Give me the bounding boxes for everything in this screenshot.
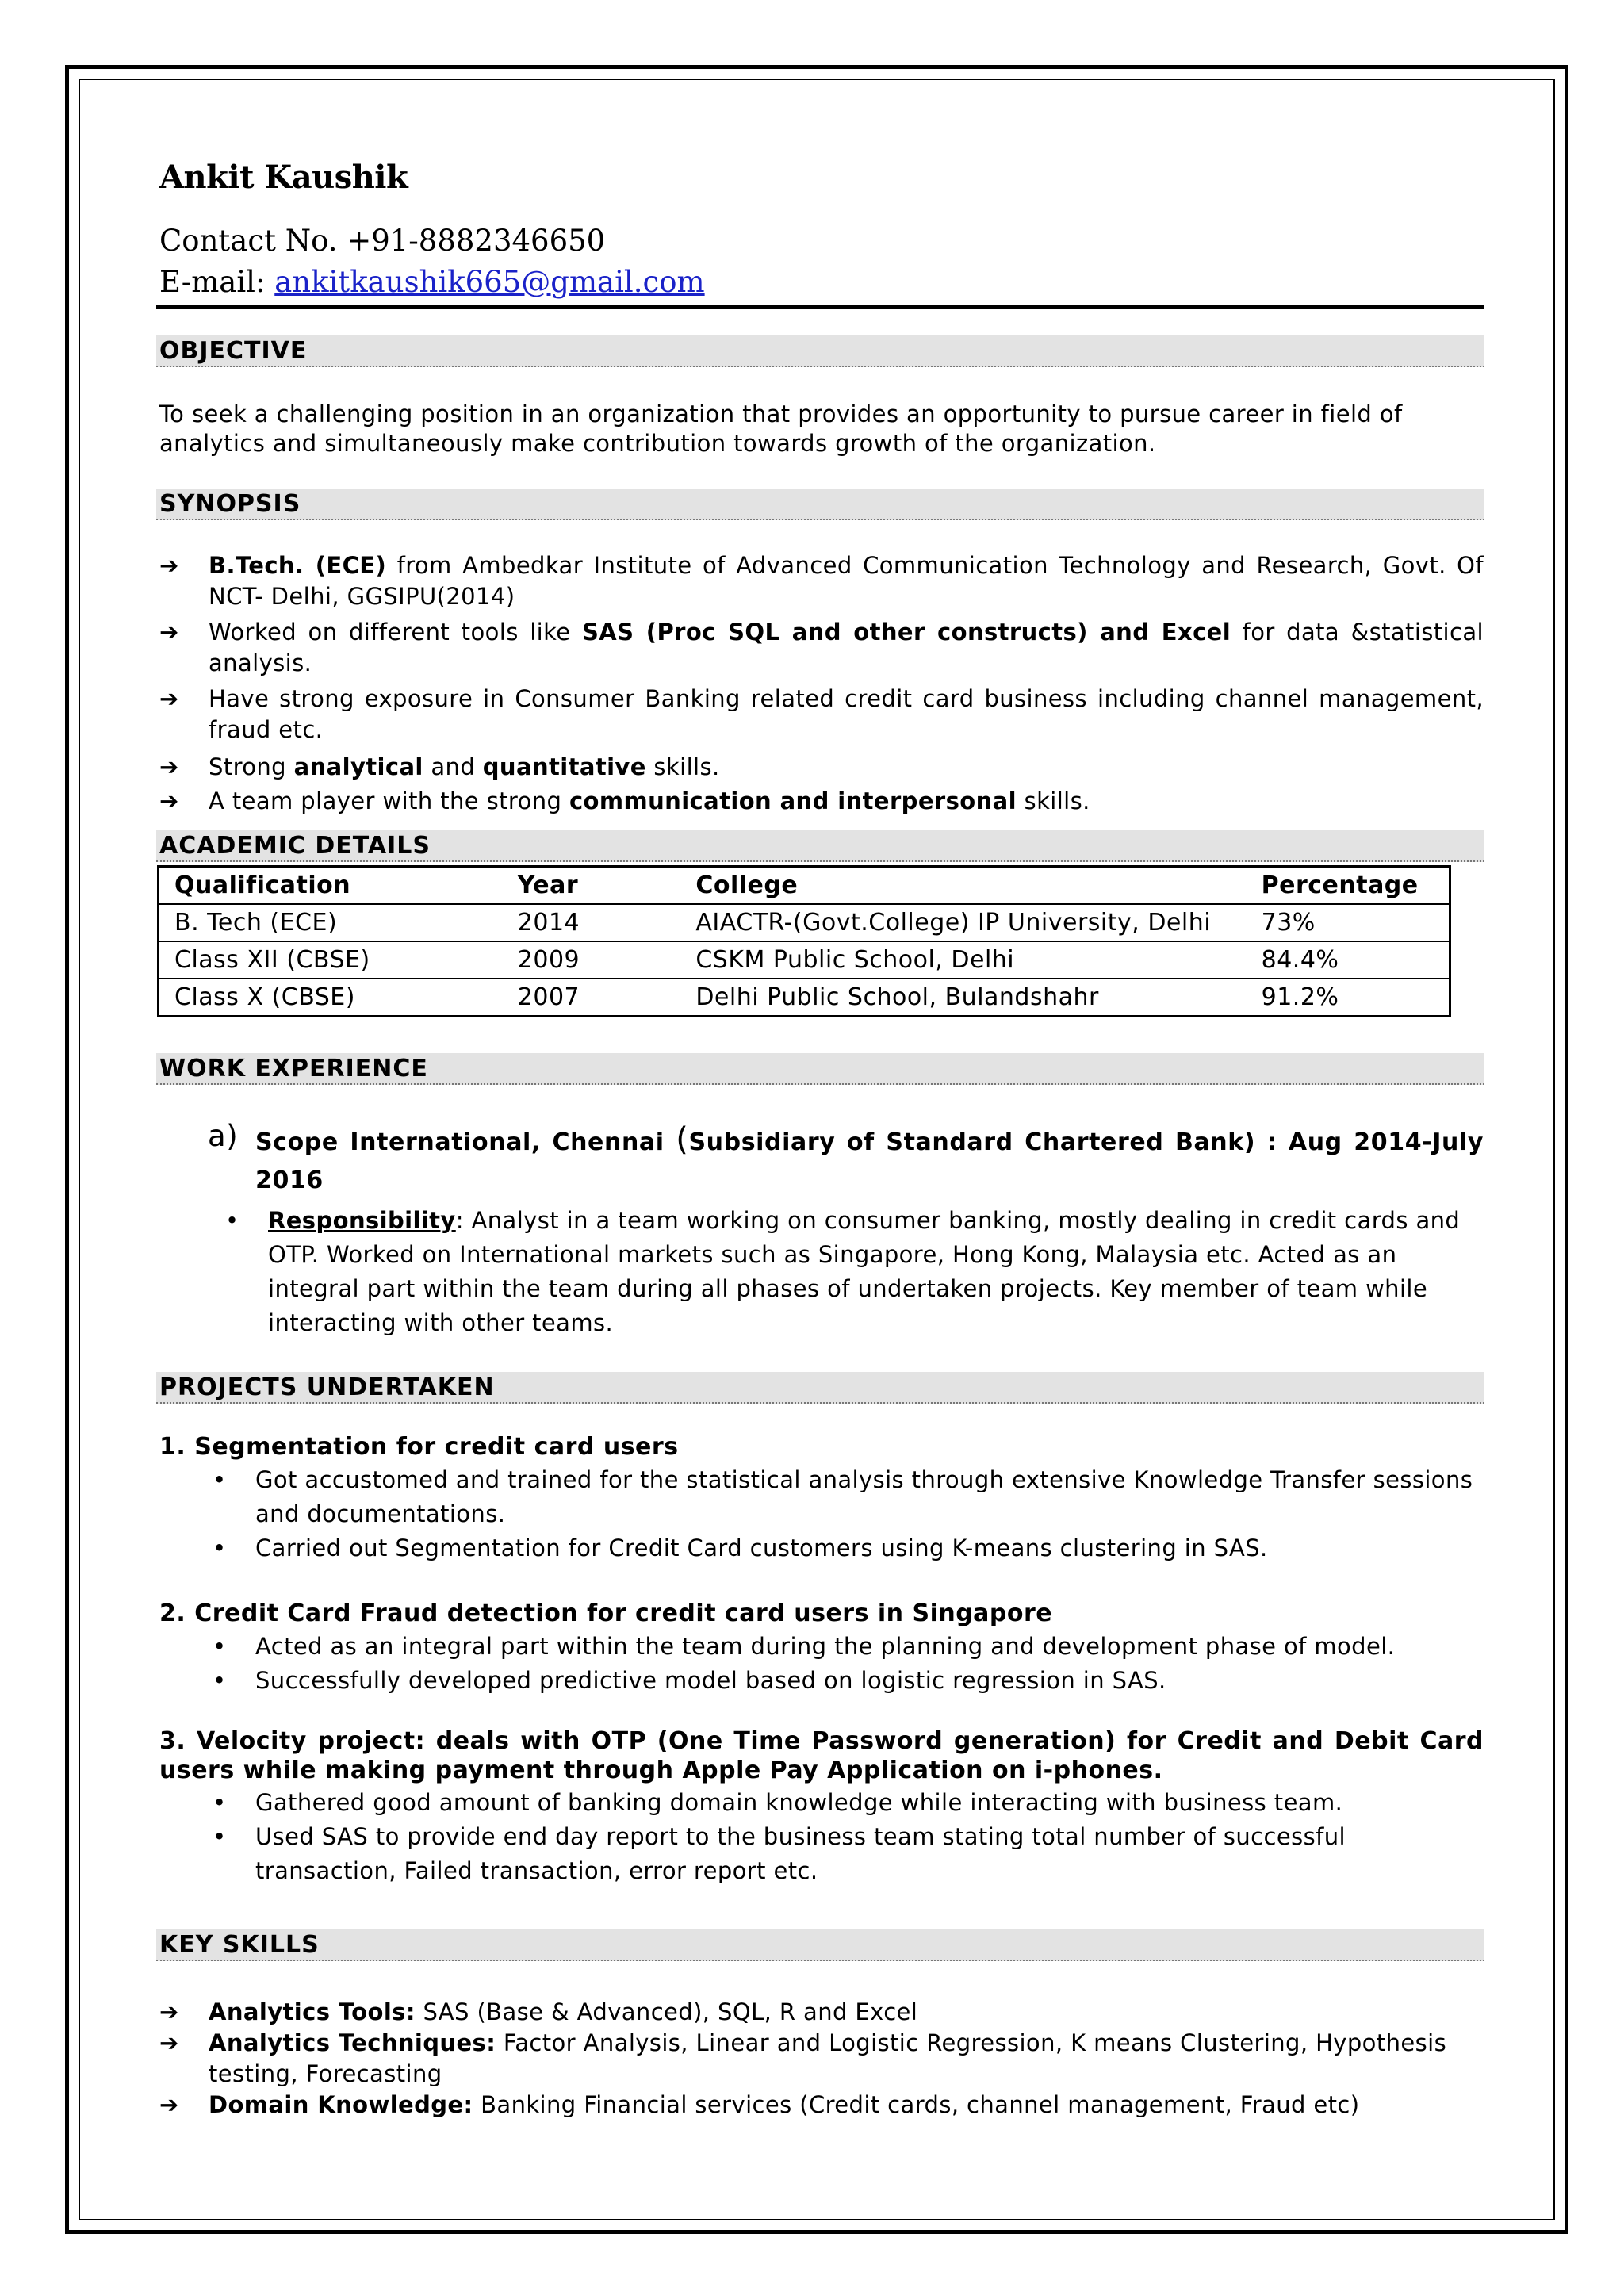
company-subsidiary-dates: Subsidiary of Standard Chartered Bank) : Aug 2014-July 2016 xyxy=(255,1128,1484,1194)
work-heading: WORK EXPERIENCE xyxy=(156,1053,1484,1085)
project-title: 3. Velocity project: deals with OTP (One Time Password generation) for Credit and Debit Card users while making payment through Apple Pay Application on i-phones. xyxy=(159,1727,1484,1784)
arrow-bullet-icon: ➔ xyxy=(159,753,179,780)
list-item-text: Successfully developed predictive model based on logistic regression in SAS. xyxy=(255,1667,1166,1694)
synopsis-item xyxy=(159,550,1484,612)
bullet-dot-icon: • xyxy=(225,1207,239,1234)
skills-heading: KEY SKILLS xyxy=(156,1929,1484,1961)
table-cell: Class XII (CBSE) xyxy=(159,941,503,979)
project-bullets xyxy=(206,1786,1484,1888)
bullet-dot-icon: • xyxy=(213,1667,227,1694)
synopsis-item xyxy=(159,784,1484,818)
responsibility-label: Responsibility xyxy=(268,1207,456,1234)
skill-text: Factor Analysis, Linear and Logistic Regression, K means Clustering, Hypothesis testing, Forecasting xyxy=(209,2029,1447,2087)
arrow-bullet-icon: ➔ xyxy=(159,1998,179,2025)
project-title: 1. Segmentation for credit card users xyxy=(159,1433,679,1461)
synopsis-degree: B.Tech. (ECE) xyxy=(209,552,387,579)
email-link[interactable]: ankitkaushik665@gmail.com xyxy=(274,265,705,299)
academics-table xyxy=(157,865,1451,1017)
arrow-bullet-icon: ➔ xyxy=(159,552,179,579)
email-label: E-mail: xyxy=(159,265,266,299)
academics-heading: ACADEMIC DETAILS xyxy=(156,830,1484,862)
arrow-bullet-icon: ➔ xyxy=(159,685,179,712)
table-cell: CSKM Public School, Delhi xyxy=(680,941,1246,979)
objective-text: To seek a challenging position in an organization that provides an opportunity to pursue career in field of analytics and simultaneously make contribution towards growth of the organization. xyxy=(159,400,1403,457)
bullet-dot-icon: • xyxy=(213,1633,227,1660)
table-cell: 2009 xyxy=(503,941,681,979)
synopsis-text: for data &statistical analysis. xyxy=(209,619,1484,676)
table-cell: Delhi Public School, Bulandshahr xyxy=(680,979,1246,1017)
skill-label: Analytics Tools: xyxy=(209,1998,416,2025)
list-item-text: Gathered good amount of banking domain knowledge while interacting with business team. xyxy=(255,1789,1343,1816)
list-item xyxy=(206,1463,1484,1531)
project-title: 2. Credit Card Fraud detection for credit card users in Singapore xyxy=(159,1600,1053,1627)
table-row xyxy=(159,941,1450,979)
list-item-text: Carried out Segmentation for Credit Card customers using K-means clustering in SAS. xyxy=(255,1534,1268,1561)
synopsis-text: skills. xyxy=(645,753,720,780)
synopsis-skill: communication and interpersonal xyxy=(569,787,1017,814)
company-name: Scope International, Chennai xyxy=(255,1128,665,1156)
arrow-bullet-icon: ➔ xyxy=(159,787,179,814)
list-item xyxy=(206,1786,1484,1820)
skill-text: SAS (Base & Advanced), SQL, R and Excel xyxy=(415,1998,918,2025)
objective-heading: OBJECTIVE xyxy=(156,335,1484,367)
synopsis-item xyxy=(159,750,1484,784)
skill-item xyxy=(159,2028,1484,2090)
table-row xyxy=(159,979,1450,1017)
list-item xyxy=(206,1630,1484,1664)
candidate-name: Ankit Kaushik xyxy=(159,159,408,196)
skill-item xyxy=(159,2090,1484,2121)
skill-label: Domain Knowledge: xyxy=(209,2091,473,2118)
synopsis-item xyxy=(159,617,1484,679)
column-header: Percentage xyxy=(1261,872,1419,899)
work-responsibilities xyxy=(219,1204,1484,1340)
synopsis-text: Strong xyxy=(209,753,294,780)
header-divider xyxy=(156,305,1484,309)
bullet-dot-icon: • xyxy=(213,1534,227,1561)
skill-item xyxy=(159,1997,1484,2028)
project-bullets xyxy=(206,1630,1484,1698)
column-header: Qualification xyxy=(174,872,351,899)
synopsis-tools: SAS (Proc SQL and other constructs) and Excel xyxy=(582,619,1231,646)
projects-heading: PROJECTS UNDERTAKEN xyxy=(156,1372,1484,1404)
list-item-text: Got accustomed and trained for the statistical analysis through extensive Knowledge Transfer sessions and documentations. xyxy=(255,1466,1473,1527)
synopsis-item xyxy=(159,684,1484,745)
skill-text: Banking Financial services (Credit cards, channel management, Fraud etc) xyxy=(473,2091,1360,2118)
arrow-bullet-icon: ➔ xyxy=(159,619,179,646)
synopsis-text: and xyxy=(423,753,483,780)
table-cell: 84.4% xyxy=(1247,941,1450,979)
table-cell: 2014 xyxy=(503,904,681,941)
table-cell: 2007 xyxy=(503,979,681,1017)
column-header: Year xyxy=(517,872,579,899)
contact-number: Contact No. +91-8882346650 xyxy=(159,224,606,258)
bullet-dot-icon: • xyxy=(213,1789,227,1816)
table-cell: Class X (CBSE) xyxy=(159,979,503,1017)
table-header-row xyxy=(159,867,1450,905)
list-item xyxy=(206,1531,1484,1565)
synopsis-text: A team player with the strong xyxy=(209,787,569,814)
list-item xyxy=(206,1664,1484,1698)
bullet-dot-icon: • xyxy=(213,1466,227,1493)
skill-label: Analytics Techniques: xyxy=(209,2029,496,2056)
synopsis-skill: quantitative xyxy=(482,753,646,780)
arrow-bullet-icon: ➔ xyxy=(159,2091,179,2118)
work-entry-title xyxy=(208,1119,1484,1200)
table-cell: AIACTR-(Govt.College) IP University, Delhi xyxy=(680,904,1246,941)
work-entry-label: a) xyxy=(208,1119,239,1153)
list-item xyxy=(219,1204,1484,1340)
table-cell: 91.2% xyxy=(1247,979,1450,1017)
synopsis-list xyxy=(159,550,1484,818)
synopsis-text: Have strong exposure in Consumer Banking related credit card business including channel management, fraud etc. xyxy=(209,685,1484,743)
email-line xyxy=(159,265,705,299)
list-item-text: Used SAS to provide end day report to the business team stating total number of successful transaction, Failed transaction, error report etc. xyxy=(255,1823,1346,1884)
bullet-dot-icon: • xyxy=(213,1823,227,1850)
synopsis-degree-detail: from Ambedkar Institute of Advanced Communication Technology and Research, Govt. Of NCT- Delhi, GGSIPU(2014) xyxy=(209,552,1484,610)
list-item xyxy=(206,1820,1484,1888)
table-row xyxy=(159,904,1450,941)
synopsis-text: Worked on different tools like xyxy=(209,619,583,646)
table-cell: B. Tech (ECE) xyxy=(159,904,503,941)
open-paren: ( xyxy=(676,1121,689,1158)
table-cell: 73% xyxy=(1247,904,1450,941)
arrow-bullet-icon: ➔ xyxy=(159,2029,179,2056)
column-header: College xyxy=(695,872,799,899)
list-item-text: Acted as an integral part within the team during the planning and development phase of model. xyxy=(255,1633,1396,1660)
skills-list xyxy=(159,1997,1484,2121)
synopsis-skill: analytical xyxy=(293,753,423,780)
responsibility-text: : Analyst in a team working on consumer banking, mostly dealing in credit cards and OTP. Worked on International markets such as Singapore, Hong Kong, Malaysia etc. Acted as an integral part within the team during all phases of undertaken projects. Key member of team while interacting with other teams. xyxy=(268,1207,1461,1336)
synopsis-text: skills. xyxy=(1016,787,1090,814)
synopsis-heading: SYNOPSIS xyxy=(156,489,1484,520)
project-bullets xyxy=(206,1463,1484,1565)
